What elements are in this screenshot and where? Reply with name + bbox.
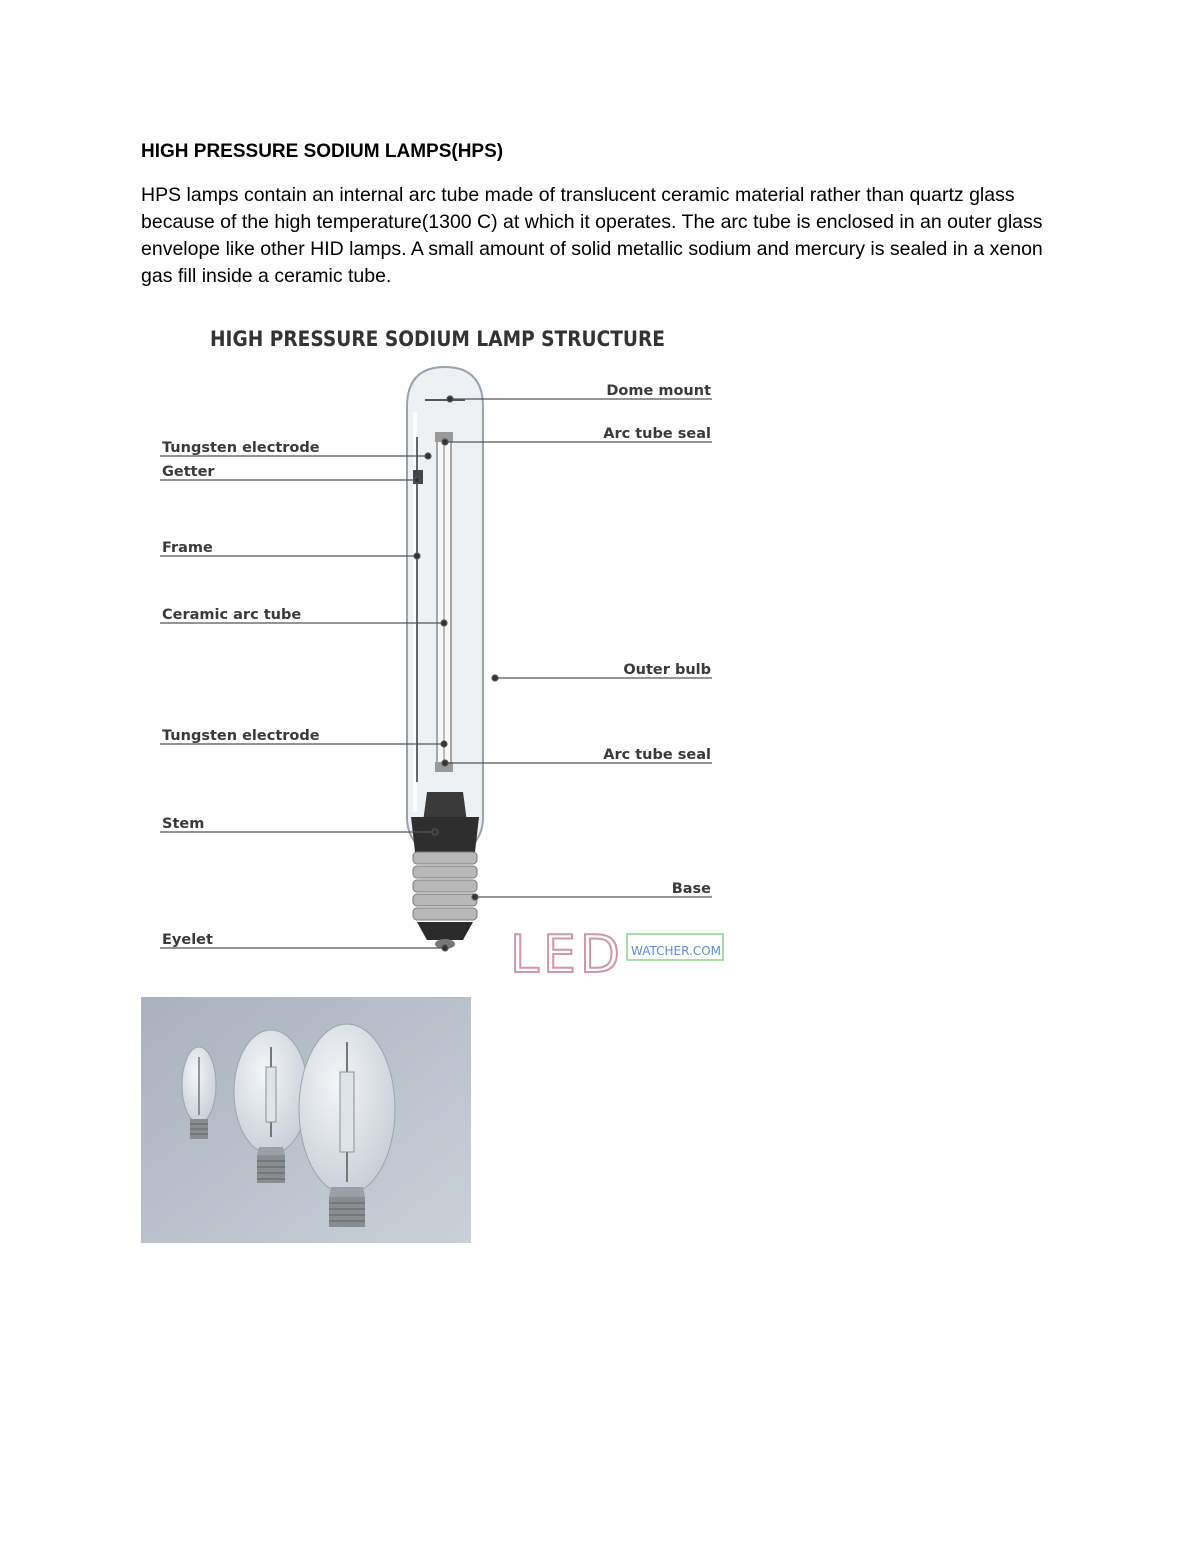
lamp-structure-diagram	[145, 312, 735, 980]
label-stem: Stem	[162, 816, 205, 832]
label-arc-tube-seal-top: Arc tube seal	[603, 426, 711, 442]
svg-text:LED: LED	[510, 925, 624, 980]
label-eyelet: Eyelet	[162, 932, 213, 948]
label-tungsten-electrode-bottom: Tungsten electrode	[162, 728, 320, 744]
svg-text:WATCHER.COM: WATCHER.COM	[631, 944, 721, 958]
body-paragraph: HPS lamps contain an internal arc tube made of translucent ceramic material rather than quartz glass because of the high temperature(1300 C) at which it operates. The arc tube is enclosed in an outer glass envelope like other HID lamps. A small amount of solid metallic sodium and mercury is sealed in a xenon gas fill inside a ceramic tube.	[141, 184, 1043, 287]
label-frame: Frame	[162, 540, 213, 556]
label-dome-mount: Dome mount	[606, 383, 711, 399]
page-heading: HIGH PRESSURE SODIUM LAMPS(HPS)	[141, 141, 504, 162]
label-tungsten-electrode-top: Tungsten electrode	[162, 440, 320, 456]
diagram-title: HIGH PRESSURE SODIUM LAMP STRUCTURE	[210, 327, 665, 351]
label-arc-tube-seal-bottom: Arc tube seal	[603, 747, 711, 763]
label-outer-bulb: Outer bulb	[623, 662, 711, 678]
lamp-illustration	[407, 367, 483, 949]
label-base: Base	[671, 881, 711, 897]
label-ceramic-arc-tube: Ceramic arc tube	[162, 607, 302, 623]
three-lamps-photo	[141, 997, 471, 1243]
label-getter: Getter	[162, 464, 215, 480]
